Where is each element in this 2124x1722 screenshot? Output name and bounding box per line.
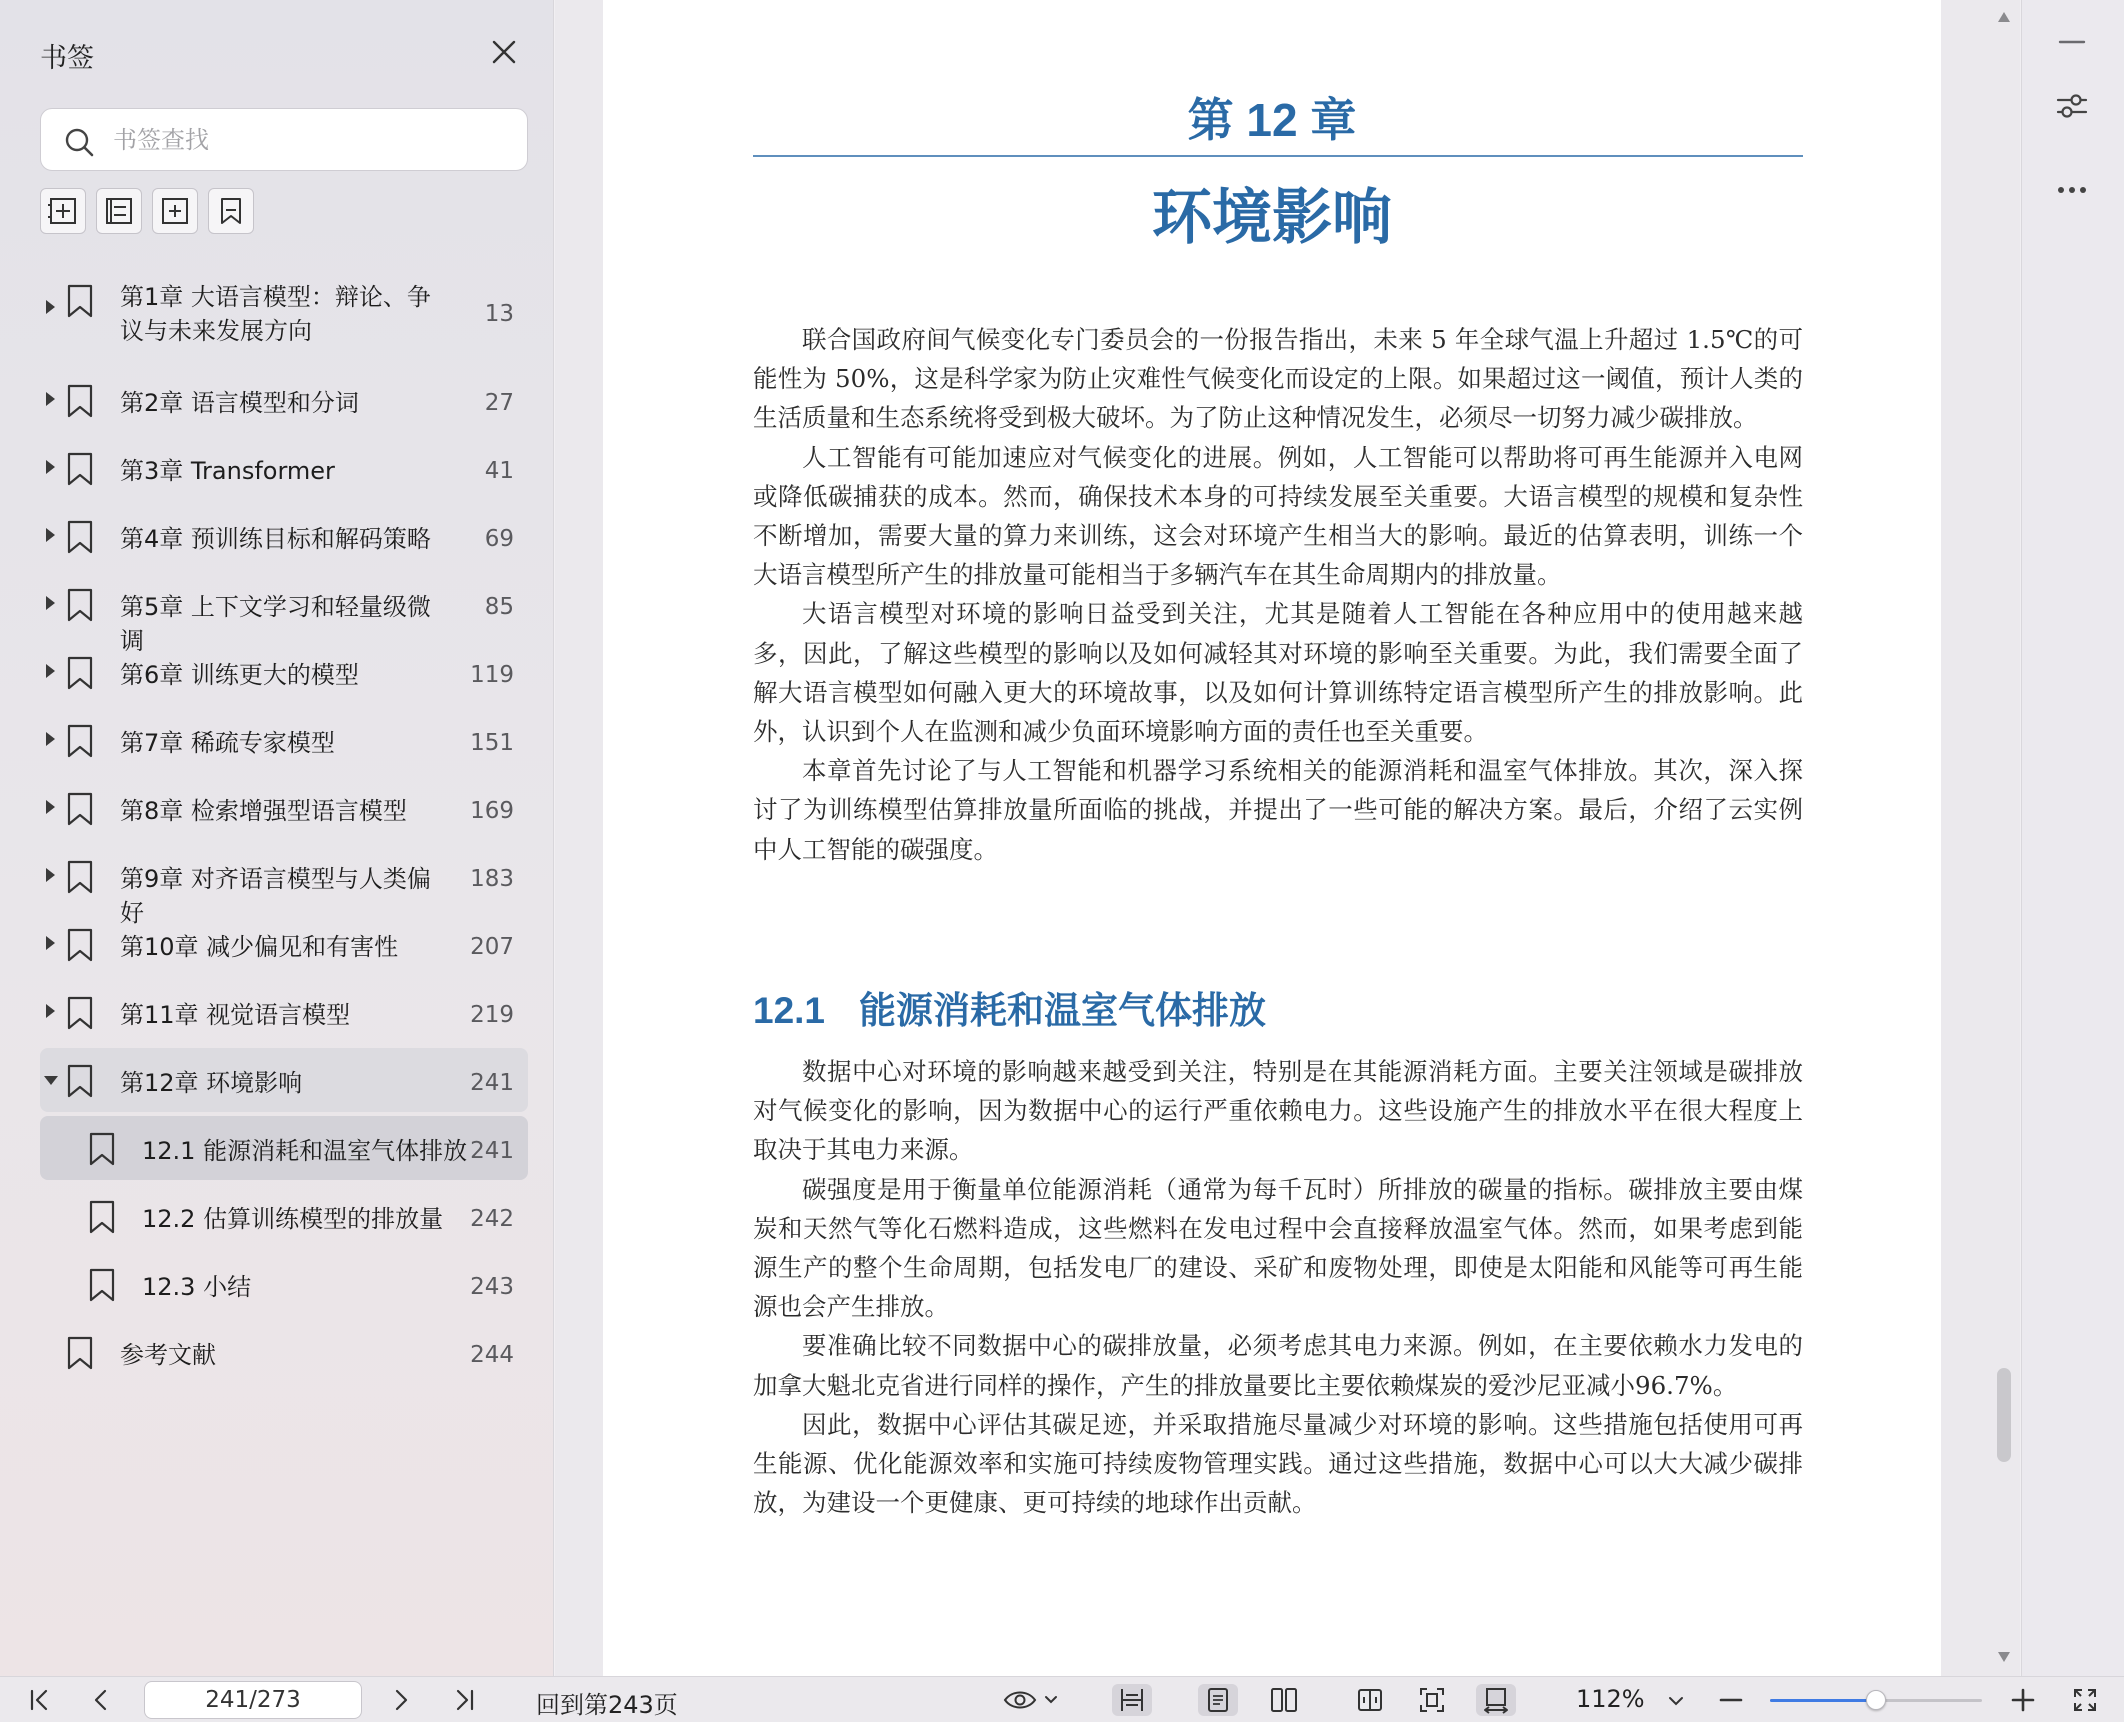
expand-caret-icon[interactable] xyxy=(46,800,55,814)
chevron-left-icon xyxy=(88,1687,114,1713)
zoom-level-select[interactable]: 112% xyxy=(1576,1685,1645,1713)
bookmark-label: 12.3 小结 xyxy=(142,1273,252,1301)
bookmark-icon xyxy=(66,792,94,826)
bookmark-icon xyxy=(88,1200,116,1234)
bookmark-page-number: 219 xyxy=(470,1002,514,1028)
single-page-icon xyxy=(1203,1685,1233,1715)
section-body xyxy=(753,1052,1803,1522)
bookmark-page-number: 151 xyxy=(470,730,514,756)
minus-icon xyxy=(1718,1687,1744,1713)
paragraph: 碳强度是用于衡量单位能源消耗（通常为每千瓦时）所排放的碳量的指标。碳排放主要由煤炭和天然气等化石燃料造成，这些燃料在发电过程中会直接释放温室气体。然而，如果考虑到能源生产的整个生命周期，包括发电厂的建设、采矿和废物处理，即使是太阳能和风能等可再生能源也会产生排放。 xyxy=(753,1174,1803,1322)
expand-caret-icon[interactable] xyxy=(46,392,55,406)
bookmark-page-number: 27 xyxy=(484,390,514,416)
bookmark-icon xyxy=(66,996,94,1030)
zoom-in-button[interactable] xyxy=(2006,1684,2040,1716)
bookmark-label: 第7章 稀疏专家模型 xyxy=(120,729,335,757)
bookmark-chapter-4[interactable] xyxy=(40,504,528,568)
document-viewport[interactable] xyxy=(555,0,2020,1676)
continuous-scroll-button[interactable] xyxy=(1476,1684,1516,1716)
bookmark-label: 第1章 大语言模型：辩论、争议与未来发展方向 xyxy=(120,283,431,345)
add-bookmark-icon xyxy=(47,195,79,227)
paragraph: 要准确比较不同数据中心的碳排放量，必须考虑其电力来源。例如，在主要依赖水力发电的加拿大魁北克省进行同样的操作，产生的排放量要比主要依赖煤炭的爱沙尼亚减小96.7%。 xyxy=(753,1331,1803,1400)
bookmark-label: 第10章 减少偏见和有害性 xyxy=(120,933,399,961)
bookmark-page-number: 119 xyxy=(470,662,514,688)
minimize-icon[interactable] xyxy=(2052,22,2092,62)
bookmark-label: 第4章 预训练目标和解码策略 xyxy=(120,525,431,553)
bookmark-icon xyxy=(66,452,94,486)
bookmark-page-number: 169 xyxy=(470,798,514,824)
bookmark-icon xyxy=(66,588,94,622)
chapter-title: 环境影响 xyxy=(1152,184,1392,251)
bookmark-icon xyxy=(66,384,94,418)
bookmark-icon xyxy=(215,195,247,227)
bookmark-icon xyxy=(88,1132,116,1166)
previous-page-button[interactable] xyxy=(84,1684,118,1716)
bookmark-references[interactable] xyxy=(40,1320,528,1384)
add-sub-bookmark-button[interactable] xyxy=(96,188,142,234)
zoom-slider-fill xyxy=(1770,1699,1876,1702)
paragraph: 联合国政府间气候变化专门委员会的一份报告指出，未来 5 年全球气温上升超过 1.5℃的可能性为 50%，这是科学家为防止灾难性气候变化而设定的上限。如果超过这一阈值，预计人类的生活质量和生态系统将受到极大破坏。为了防止这种情况发生，必须尽一切努力减少碳排放。 xyxy=(753,325,1803,433)
expand-caret-icon[interactable] xyxy=(46,460,55,474)
bookmark-chapter-3[interactable] xyxy=(40,436,528,500)
bookmark-section-12-3[interactable] xyxy=(40,1252,528,1316)
bookmark-page-number: 241 xyxy=(470,1070,514,1096)
bookmark-icon xyxy=(66,860,94,894)
fullscreen-button[interactable] xyxy=(2068,1684,2102,1716)
bookmark-chapter-5[interactable] xyxy=(40,572,528,655)
bottom-toolbar xyxy=(0,1676,2124,1722)
add-bookmark-button[interactable] xyxy=(40,188,86,234)
chapter-intro xyxy=(753,320,1803,869)
scroll-up-arrow-icon[interactable] xyxy=(1998,12,2010,22)
bookmark-page-number: 85 xyxy=(484,594,514,620)
bookmark-label: 12.2 估算训练模型的排放量 xyxy=(142,1205,444,1233)
next-page-button[interactable] xyxy=(384,1684,418,1716)
expand-caret-icon[interactable] xyxy=(46,936,55,950)
bookmark-search-input[interactable] xyxy=(113,119,513,161)
plus-icon xyxy=(2010,1687,2036,1713)
bookmark-page-number: 41 xyxy=(484,458,514,484)
bookmark-panel xyxy=(0,0,554,1676)
paragraph: 本章首先讨论了与人工智能和机器学习系统相关的能源消耗和温室气体排放。其次，深入探讨了为训练模型估算排放量所面临的挑战，并提出了一些可能的解决方案。最后，介绍了云实例中人工智能的碳强度。 xyxy=(753,756,1803,864)
bookmark-icon xyxy=(88,1268,116,1302)
scroll-down-arrow-icon[interactable] xyxy=(1998,1652,2010,1662)
fullscreen-icon xyxy=(2071,1686,2099,1714)
read-mode-dropdown[interactable] xyxy=(1000,1684,1062,1716)
bookmark-page-number: 241 xyxy=(470,1138,514,1164)
expand-caret-icon[interactable] xyxy=(46,300,55,314)
bookmark-page-number: 244 xyxy=(470,1342,514,1368)
expand-caret-icon[interactable] xyxy=(46,528,55,542)
bookmark-chapter-9[interactable] xyxy=(40,844,528,927)
two-page-icon xyxy=(1269,1685,1299,1715)
expand-caret-icon[interactable] xyxy=(46,664,55,678)
bookmark-ribbon-button[interactable] xyxy=(208,188,254,234)
close-icon[interactable] xyxy=(488,36,520,68)
bookmark-label: 第6章 训练更大的模型 xyxy=(120,661,359,689)
bookmark-toolbar xyxy=(40,188,254,234)
bookmark-icon xyxy=(66,928,94,962)
expand-caret-icon[interactable] xyxy=(46,1004,55,1018)
bookmark-page-number: 207 xyxy=(470,934,514,960)
page-number-input[interactable] xyxy=(144,1681,362,1719)
bookmark-icon xyxy=(66,1336,94,1370)
right-tool-rail xyxy=(2021,0,2124,1676)
expand-caret-icon[interactable] xyxy=(46,596,55,610)
bookmark-panel-title: 书签 xyxy=(40,43,94,74)
bookmark-label: 第3章 Transformer xyxy=(120,457,335,485)
expand-icon xyxy=(159,195,191,227)
paragraph: 因此，数据中心评估其碳足迹，并采取措施尽量减少对环境的影响。这些措施包括使用可再生能源、优化能源效率和实施可持续废物管理实践。通过这些措施，数据中心可以大大减少碳排放，为建设一个更健康、更可持续的地球作出贡献。 xyxy=(753,1409,1803,1518)
sub-bookmark-icon xyxy=(103,195,135,227)
bookmark-label: 12.1 能源消耗和温室气体排放 xyxy=(142,1137,468,1165)
bookmark-chapter-2[interactable] xyxy=(40,368,528,432)
bookmark-chapter-7[interactable] xyxy=(40,708,528,772)
paragraph: 数据中心对环境的影响越来越受到关注，特别是在其能源消耗方面。主要关注领域是碳排放对气候变化的影响，因为数据中心的运行严重依赖电力。这些设施产生的排放水平在很大程度上取决于其电力来源。 xyxy=(753,1057,1803,1165)
first-page-button[interactable] xyxy=(22,1684,56,1716)
settings-sliders-icon[interactable] xyxy=(2052,86,2092,126)
expand-bookmarks-button[interactable] xyxy=(152,188,198,234)
single-page-button[interactable] xyxy=(1198,1684,1238,1716)
bookmark-label: 第5章 上下文学习和轻量级微调 xyxy=(120,593,431,655)
bookmark-chapter-8[interactable] xyxy=(40,776,528,840)
bookmark-search-box xyxy=(40,108,528,171)
bookmark-icon xyxy=(66,284,94,318)
bookmark-page-number: 69 xyxy=(484,526,514,552)
bookmark-chapter-12[interactable] xyxy=(40,1048,528,1112)
bookmark-icon xyxy=(66,520,94,554)
bookmark-page-number: 243 xyxy=(470,1274,514,1300)
bookmark-icon xyxy=(66,724,94,758)
first-page-icon xyxy=(26,1687,52,1713)
bookmark-label: 第2章 语言模型和分词 xyxy=(120,389,359,417)
document-page xyxy=(603,0,1941,1676)
expand-caret-icon[interactable] xyxy=(46,868,55,882)
bookmark-chapter-10[interactable] xyxy=(40,912,528,976)
fit-page-icon xyxy=(1417,1685,1447,1715)
bookmark-chapter-6[interactable] xyxy=(40,640,528,704)
collapse-caret-icon[interactable] xyxy=(44,1076,58,1085)
fit-width-icon xyxy=(1117,1685,1147,1715)
bookmark-label: 第9章 对齐语言模型与人类偏好 xyxy=(120,865,431,927)
bookmark-section-12-2[interactable] xyxy=(40,1184,528,1248)
book-mode-icon xyxy=(1355,1685,1385,1715)
goto-page-link[interactable]: 回到第243页 xyxy=(536,1691,678,1719)
last-page-button[interactable] xyxy=(448,1684,482,1716)
bookmark-page-number: 13 xyxy=(484,301,514,327)
zoom-slider-handle[interactable] xyxy=(1866,1690,1886,1710)
bookmark-page-number: 242 xyxy=(470,1206,514,1232)
bookmark-label: 第11章 视觉语言模型 xyxy=(120,1001,351,1029)
fit-page-button[interactable] xyxy=(1412,1684,1452,1716)
two-page-button[interactable] xyxy=(1264,1684,1304,1716)
paragraph: 大语言模型对环境的影响日益受到关注，尤其是随着人工智能在各种应用中的使用越来越多，因此，了解这些模型的影响以及如何减轻其对环境的影响至关重要。为此，我们需要全面了解大语言模型如何融入更大的环境故事，以及如何计算训练特定语言模型所产生的排放影响。此外，认识到个人在监测和减少负面环境影响方面的责任也至关重要。 xyxy=(753,599,1803,747)
chapter-number: 第 12 章 xyxy=(1187,94,1357,146)
bookmark-section-12-1[interactable] xyxy=(40,1116,528,1180)
vertical-scrollbar-thumb[interactable] xyxy=(1997,1368,2011,1462)
more-options-icon[interactable] xyxy=(2052,170,2092,210)
paragraph: 人工智能有可能加速应对气候变化的进展。例如，人工智能可以帮助将可再生能源并入电网或降低碳捕获的成本。然而，确保技术本身的可持续发展至关重要。大语言模型的规模和复杂性不断增加，需要大量的算力来训练，这会对环境产生相当大的影响。最近的估算表明，训练一个大语言模型所产生的排放量可能相当于多辆汽车在其生命周期内的排放量。 xyxy=(753,442,1803,590)
bookmark-page-number: 183 xyxy=(470,866,514,892)
book-mode-button[interactable] xyxy=(1350,1684,1390,1716)
section-heading xyxy=(753,980,1803,1034)
bookmark-chapter-11[interactable] xyxy=(40,980,528,1044)
section-number: 12.1 xyxy=(753,990,826,1031)
bookmark-label: 第8章 检索增强型语言模型 xyxy=(120,797,407,825)
bookmark-list xyxy=(40,264,528,1388)
bookmark-icon xyxy=(66,656,94,690)
fit-width-button[interactable] xyxy=(1112,1684,1152,1716)
bookmark-label: 参考文献 xyxy=(120,1341,216,1369)
bookmark-label: 第12章 环境影响 xyxy=(120,1069,303,1097)
last-page-icon xyxy=(452,1687,478,1713)
chapter-divider xyxy=(753,155,1803,157)
continuous-scroll-icon xyxy=(1481,1685,1511,1715)
bookmark-icon xyxy=(66,1064,94,1098)
zoom-out-button[interactable] xyxy=(1714,1684,1748,1716)
chevron-right-icon xyxy=(388,1687,414,1713)
chevron-down-icon[interactable] xyxy=(1668,1696,1684,1706)
section-title: 能源消耗和温室气体排放 xyxy=(859,990,1267,1031)
eye-icon xyxy=(1002,1686,1060,1714)
bookmark-chapter-1[interactable] xyxy=(40,264,528,364)
expand-caret-icon[interactable] xyxy=(46,732,55,746)
search-icon xyxy=(63,126,95,158)
